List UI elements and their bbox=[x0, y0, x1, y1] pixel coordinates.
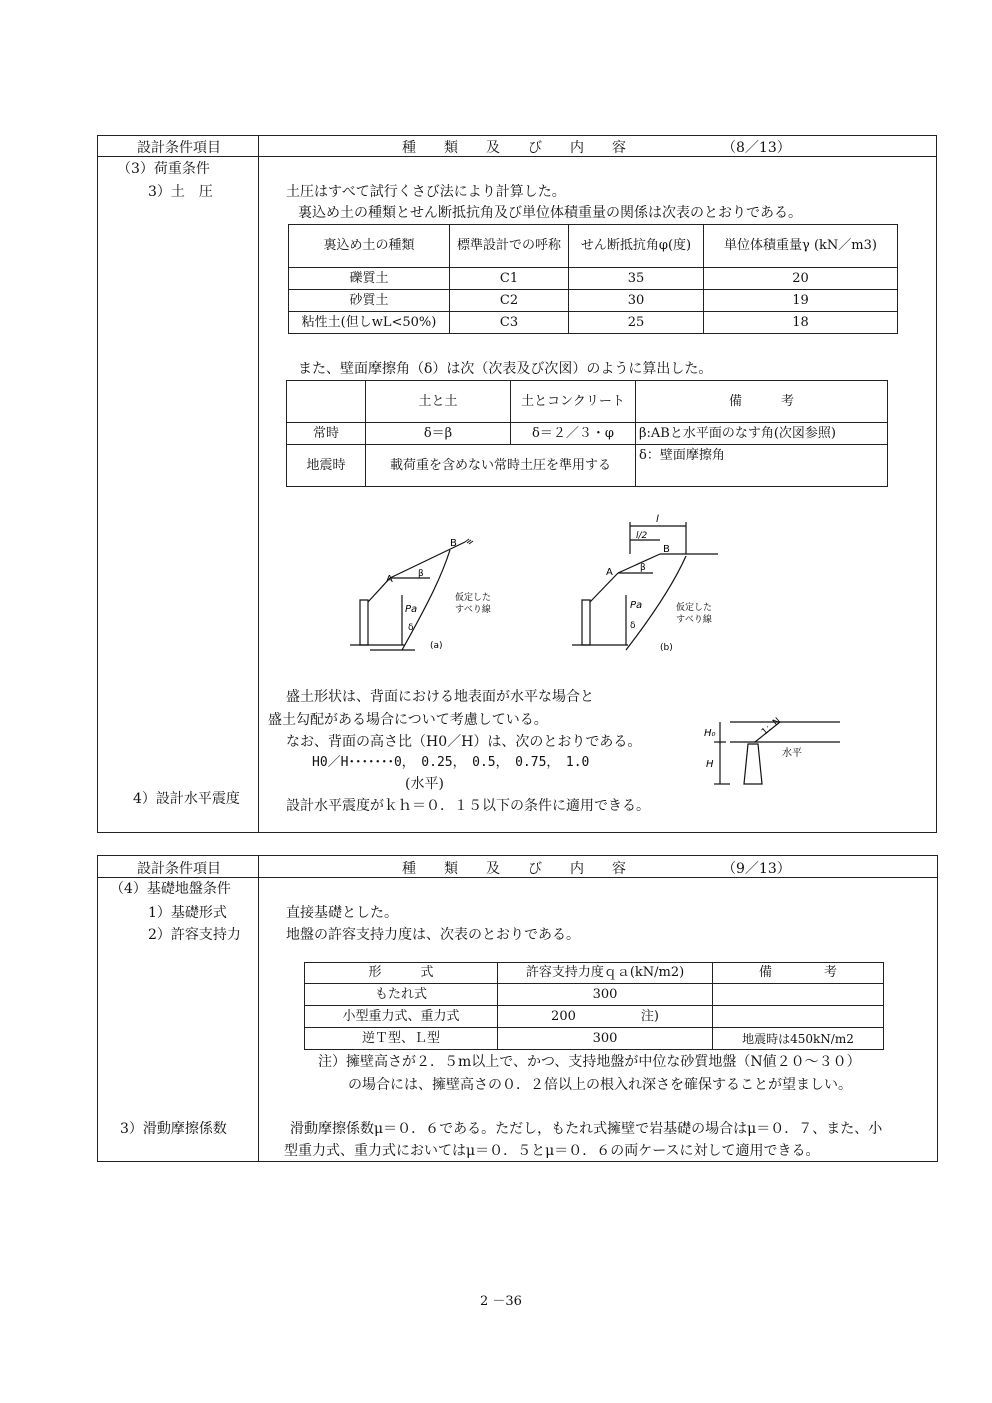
table-cell: 19 bbox=[704, 290, 898, 312]
table-cell: δ＝β bbox=[366, 423, 511, 445]
sheet2-note1: 注）擁壁高さが２．５m以上で、かつ、支持地盤が中位な砂質地盤（N値２０～３０） bbox=[318, 1054, 861, 1070]
soil-header-weight: 単位体積重量γ (kN／m3) bbox=[704, 225, 898, 268]
table-cell: 地震時 bbox=[287, 445, 366, 487]
table-row bbox=[287, 445, 888, 487]
table-row bbox=[305, 1028, 884, 1050]
table-cell: 小型重力式、重力式 bbox=[305, 1006, 498, 1028]
table-cell: もたれ式 bbox=[305, 984, 498, 1006]
sheet1-header-item: 設計条件項目 bbox=[137, 140, 221, 156]
fig-b-caption: (b) bbox=[660, 643, 673, 653]
table-cell: 砂質土 bbox=[289, 290, 450, 312]
figure-c-embankment bbox=[700, 712, 850, 804]
sheet2-header-item: 設計条件項目 bbox=[137, 861, 221, 877]
table-cell bbox=[713, 1006, 884, 1028]
table-cell: 礫質土 bbox=[289, 268, 450, 290]
table-cell: 300 bbox=[498, 984, 713, 1006]
sheet2-sub-bearing: 2）許容支持力 bbox=[148, 927, 241, 943]
soil-table bbox=[288, 224, 898, 334]
sheet2-line1: 直接基礎とした。 bbox=[286, 905, 398, 921]
fig-a-slip-line-2: すべり線 bbox=[455, 605, 491, 615]
bearing-header-remarks: 備 考 bbox=[713, 963, 884, 984]
fig-c-horizontal: 水平 bbox=[782, 748, 802, 759]
fig-c-h0: H₀ bbox=[704, 728, 716, 739]
table-cell: 載荷重を含めない常時土圧を準用する bbox=[366, 445, 636, 487]
fig-b-beta: β bbox=[640, 563, 646, 573]
table-cell bbox=[713, 984, 884, 1006]
sheet1-line5: 盛土勾配がある場合について考慮している。 bbox=[268, 712, 548, 728]
sheet1-column-divider bbox=[258, 135, 259, 833]
sheet1-sub-earth-pressure: 3）土 圧 bbox=[148, 184, 213, 200]
table-row bbox=[287, 423, 888, 445]
sheet1-line9: 設計水平震度がｋｈ＝０．１５以下の条件に適用できる。 bbox=[286, 798, 650, 814]
sheet1-line2: 裏込め土の種類とせん断抵抗角及び単位体積重量の関係は次表のとおりである。 bbox=[298, 205, 802, 221]
soil-header-type: 裏込め土の種類 bbox=[289, 225, 450, 268]
soil-header-name: 標準設計での呼称 bbox=[450, 225, 569, 268]
friction-header-soil: 土と土 bbox=[366, 381, 511, 423]
fig-b-slip-line-1: 仮定した bbox=[676, 603, 713, 613]
table-cell: 300 bbox=[498, 1028, 713, 1050]
table-cell: 25 bbox=[569, 312, 704, 334]
fig-a-slip-line-1: 仮定した bbox=[455, 593, 492, 603]
table-cell: 20 bbox=[704, 268, 898, 290]
sheet2-column-divider bbox=[258, 855, 259, 1162]
table-cell: 常時 bbox=[287, 423, 366, 445]
friction-header-concrete: 土とコンクリート bbox=[511, 381, 636, 423]
fig-b-label-l2: l/2 bbox=[636, 531, 648, 541]
soil-header-angle: せん断抵抗角φ(度) bbox=[569, 225, 704, 268]
fig-a-delta: δ bbox=[408, 623, 414, 633]
sheet1-header-page: （8／13） bbox=[722, 140, 791, 156]
table-cell: C3 bbox=[450, 312, 569, 334]
bearing-header-capacity: 許容支持力度ｑａ(kN/m2) bbox=[498, 963, 713, 984]
table-cell: 地震時は450kN/m2 bbox=[713, 1028, 884, 1050]
fig-a-beta: β bbox=[418, 569, 424, 579]
sheet1-horizontal-note: (水平) bbox=[405, 776, 444, 792]
fig-c-slope: 1：N bbox=[759, 716, 783, 738]
friction-header-remarks: 備 考 bbox=[636, 381, 888, 423]
figure-a-retaining-wall bbox=[310, 530, 520, 665]
sheet2-section-title: （4）基礎地盤条件 bbox=[110, 881, 231, 897]
sheet2-header-page: （9／13） bbox=[722, 861, 791, 877]
table-cell: 200 注) bbox=[498, 1006, 713, 1028]
table-row bbox=[305, 1006, 884, 1028]
table-cell: δ：壁面摩擦角 bbox=[636, 445, 888, 487]
table-cell: 18 bbox=[704, 312, 898, 334]
bearing-header-type: 形 式 bbox=[305, 963, 498, 984]
table-cell: β:ABと水平面のなす角(次図参照) bbox=[636, 423, 888, 445]
table-cell: 粘性土(但しwL<50%) bbox=[289, 312, 450, 334]
sheet2-sub-foundation: 1）基礎形式 bbox=[148, 905, 227, 921]
fig-b-delta: δ bbox=[630, 621, 636, 631]
sheet1-line3: また、壁面摩擦角（δ）は次（次表及び次図）のように算出した。 bbox=[298, 361, 713, 377]
fig-b-label-b: B bbox=[663, 544, 670, 555]
table-row bbox=[289, 290, 898, 312]
fig-b-slip-line-2: すべり線 bbox=[676, 615, 712, 625]
table-cell: δ＝２／３・φ bbox=[511, 423, 636, 445]
table-row bbox=[305, 984, 884, 1006]
fig-b-label-a: A bbox=[606, 567, 613, 578]
table-row bbox=[289, 312, 898, 334]
sheet1-height-ratio: H0／H･･･････0， 0.25， 0.5， 0.75， 1.0 bbox=[312, 755, 590, 770]
fig-a-label-b: B bbox=[450, 538, 457, 549]
table-cell: C2 bbox=[450, 290, 569, 312]
figure-b-retaining-wall bbox=[568, 510, 738, 660]
fig-a-label-a: A bbox=[386, 574, 393, 585]
sheet2-sub-friction: 3）滑動摩擦係数 bbox=[120, 1121, 227, 1137]
sheet1-header-content: 種 類 及 び 内 容 bbox=[402, 140, 626, 156]
page-number: 2 －36 bbox=[480, 1294, 522, 1309]
fig-b-label-l: l bbox=[656, 514, 659, 525]
sheet1-section-title: （3）荷重条件 bbox=[117, 161, 210, 177]
sheet1-line4: 盛土形状は、背面における地表面が水平な場合と bbox=[286, 689, 594, 705]
bearing-table bbox=[304, 962, 884, 1050]
table-cell: 35 bbox=[569, 268, 704, 290]
sheet2-note2: の場合には、擁壁高さの０．２倍以上の根入れ深さを確保することが望ましい。 bbox=[348, 1077, 852, 1093]
fig-c-h: H bbox=[706, 759, 714, 770]
sheet1-line1: 土圧はすべて試行くさび法により計算した。 bbox=[286, 184, 566, 200]
table-row bbox=[289, 268, 898, 290]
table-cell: C1 bbox=[450, 268, 569, 290]
fig-a-caption: (a) bbox=[430, 641, 443, 651]
sheet1-line6: なお、背面の高さ比（H0／H）は、次のとおりである。 bbox=[286, 734, 642, 750]
sheet1-sub-seismic: 4）設計水平震度 bbox=[133, 791, 240, 807]
sheet2-line2: 地盤の許容支持力度は、次表のとおりである。 bbox=[286, 927, 580, 943]
fig-b-pa: Pa bbox=[630, 600, 643, 611]
table-cell: 逆Ｔ型、Ｌ型 bbox=[305, 1028, 498, 1050]
friction-header-blank bbox=[287, 381, 366, 423]
friction-table bbox=[286, 380, 888, 487]
sheet2-line4: 型重力式、重力式においてはμ＝０．５とμ＝０．６の両ケースに対して適用できる。 bbox=[284, 1143, 820, 1159]
table-cell: 30 bbox=[569, 290, 704, 312]
sheet2-header-content: 種 類 及 び 内 容 bbox=[402, 861, 626, 877]
fig-a-pa: Pa bbox=[405, 604, 418, 615]
sheet2-line3: 滑動摩擦係数μ＝０．６である。ただし，もたれ式擁壁で岩基礎の場合はμ＝０．７、また、小 bbox=[290, 1121, 883, 1137]
